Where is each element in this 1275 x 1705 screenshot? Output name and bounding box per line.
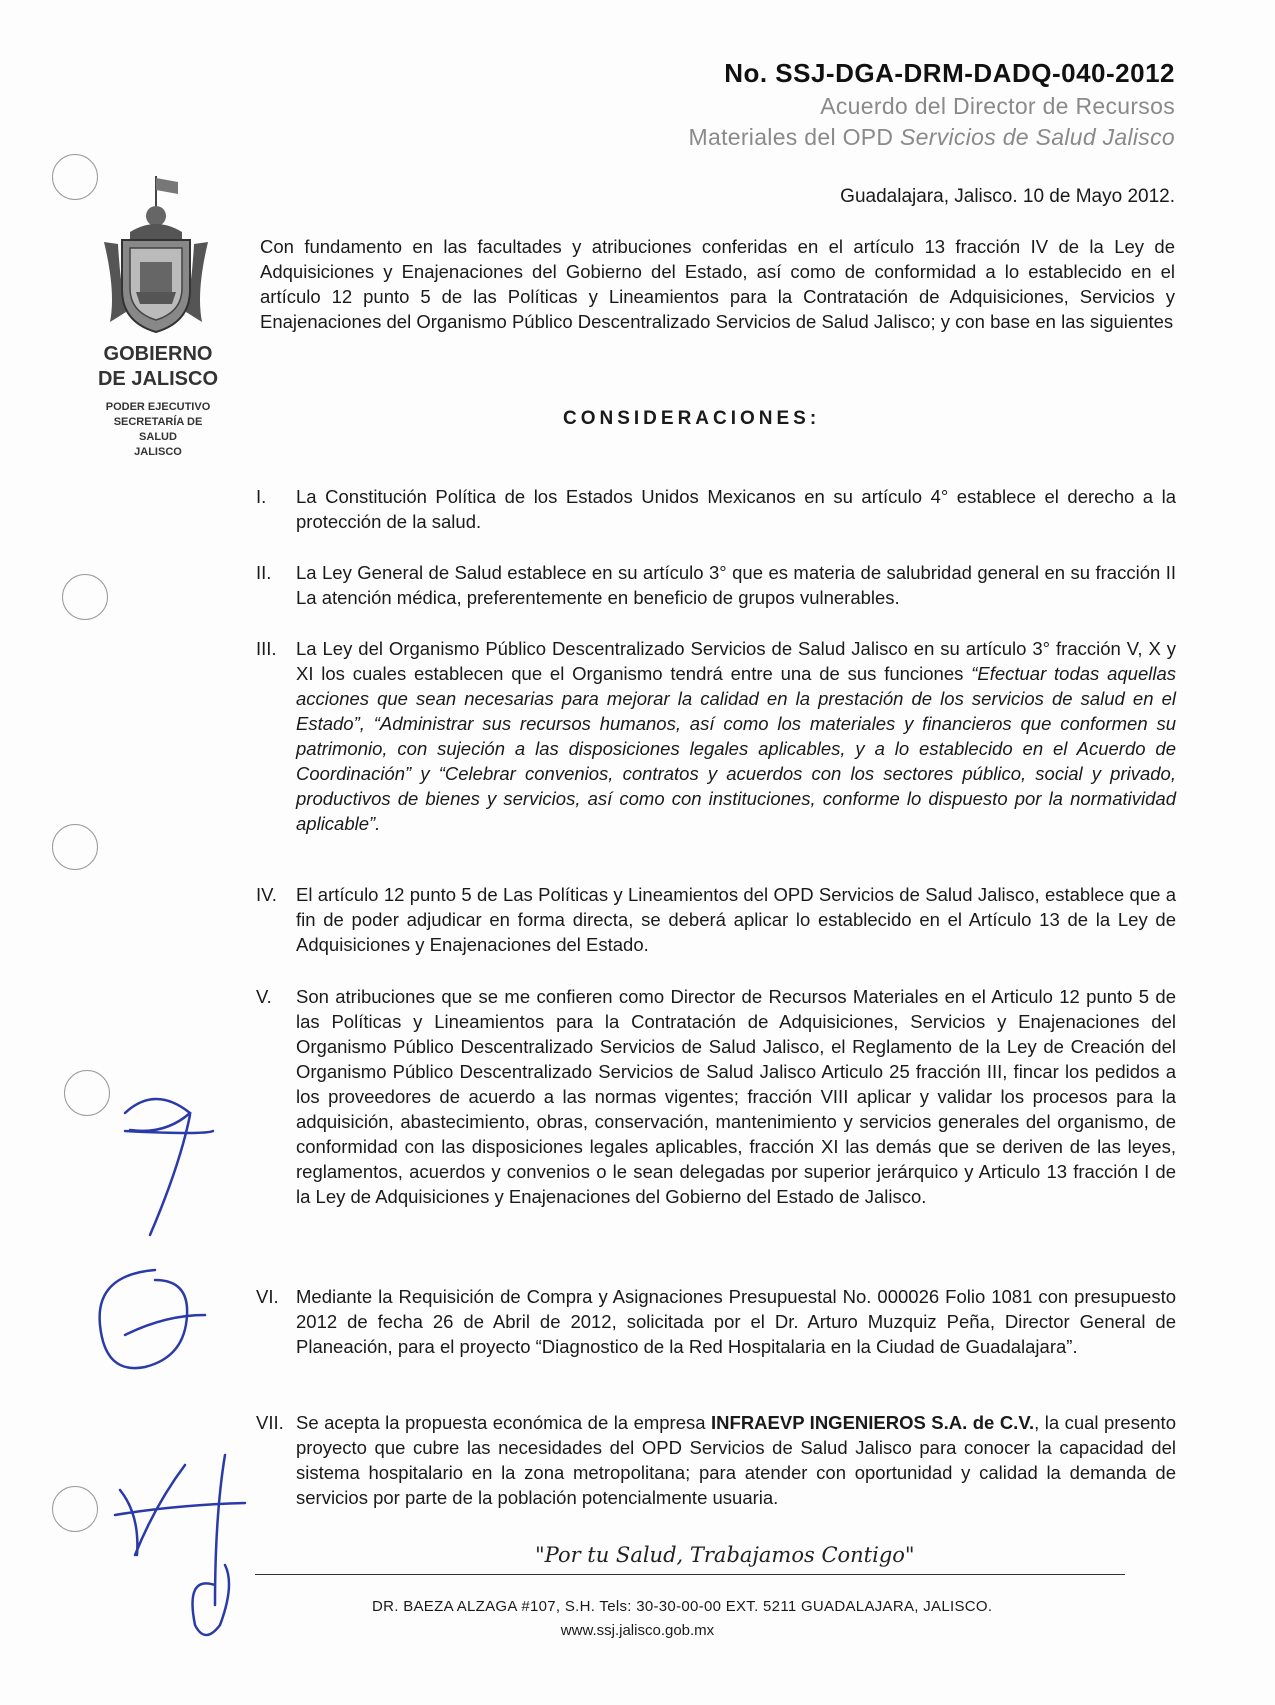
gov-sub-line4: JALISCO: [134, 446, 182, 458]
document-subtitle-line1: Acuerdo del Director de Recursos: [820, 93, 1175, 119]
subtitle-italic: Servicios de Salud Jalisco: [900, 124, 1175, 150]
consideration-item: [256, 984, 1176, 1209]
item-text-post: , la cual presento proyecto que cubre las necesidades del OPD Servicios de Salud Jalisco para conocer la capacidad del sistema hospitalario en la zona metropolitana; para atender con oportunidad y calidad la demanda de servicios por parte de la población potencialmente usuaria.: [296, 1412, 1176, 1508]
item-text: La Constitución Política de los Estados Unidos Mexicanos en su artículo 4° establece el derecho a la protección de la salud.: [296, 486, 1176, 532]
gov-sub-line1: PODER EJECUTIVO: [105, 401, 211, 413]
punch-hole-icon: [52, 824, 98, 870]
item-number: I.: [256, 486, 267, 507]
gov-line1: GOBIERNO: [103, 343, 213, 365]
company-name: INFRAEVP INGENIEROS S.A. de C.V.: [711, 1412, 1035, 1433]
item-number: VII.: [256, 1412, 284, 1433]
item-text-quote: “Efectuar todas aquellas acciones que sean necesarias para mejorar la calidad en la prestación de los servicios de salud en el Estado”, “Administrar sus recursos humanos, así como los materiales y financieros que conformen su patrimonio, con sujeción a las disposiciones legales aplicables, y a lo establecido en el Acuerdo de Coordinación” y “Celebrar convenios, contratos y acuerdos con los sectores público, social y privado, productivos de bienes y servicios, así como con instituciones, conforme lo dispuesto por la normatividad aplicable”.: [296, 663, 1176, 834]
document-number: No. SSJ-DGA-DRM-DADQ-040-2012: [724, 58, 1175, 88]
intro-paragraph: Con fundamento en las facultades y atribuciones conferidas en el artículo 13 fracción IV de la Ley de Adquisiciones y Enajenaciones del Gobierno del Estado, así como de conformidad a lo establecido en el artículo 12 punto 5 de las Políticas y Lineamientos para la Contratación de Adquisiciones, Servicios y Enajenaciones del Organismo Público Descentralizado Servicios de Salud Jalisco; y con base en las siguientes: [260, 236, 1175, 332]
consideration-item: [256, 560, 1176, 610]
item-text: [296, 1410, 1176, 1510]
footer-website: www.ssj.jalisco.gob.mx: [560, 1622, 715, 1639]
item-text-plain: La Ley del Organismo Público Descentralizado Servicios de Salud Jalisco en su artículo 3° fracción V, X y XI los cuales establecen que el Organismo tendrá entre una de sus funciones: [296, 638, 1176, 684]
consideration-item: [256, 1410, 1176, 1510]
item-text: Son atribuciones que se me confieren como Director de Recursos Materiales en el Articulo 12 punto 5 de las Políticas y Lineamientos para la Contratación de Adquisiciones, Servicios y Enajenaciones del Organismo Público Descentralizado Servicios de Salud Jalisco, el Reglamento de la Ley de Creación del Organismo Público Descentralizado Servicios de Salud Jalisco Articulo 25 fracción III, fincar los pedidos a los proveedores de acuerdo a las normas vigentes; fracción VIII aplicar y validar los procesos para la adquisición, abastecimiento, obras, conservación, mantenimiento y servicios generales del organismo, de conformidad con las disposiciones legales aplicables, fracción XI las demás que se deriven de las leyes, reglamentos, acuerdos y convenios o le sean delegadas por superior jerárquico y Articulo 13 fracción I de la Ley de Adquisiciones y Enajenaciones del Gobierno del Estado de Jalisco.: [296, 986, 1176, 1207]
punch-hole-icon: [62, 574, 108, 620]
item-number: III.: [256, 638, 277, 659]
item-number: V.: [256, 986, 272, 1007]
consideration-item: [256, 484, 1176, 534]
footer-address: DR. BAEZA ALZAGA #107, S.H. Tels: 30-30-00-00 EXT. 5211 GUADALAJARA, JALISCO.: [372, 1598, 993, 1615]
gov-name: [88, 342, 228, 392]
consideration-item: [256, 882, 1176, 957]
gov-sub-line2: SECRETARÍA DE: [113, 416, 203, 428]
item-text: [296, 636, 1176, 836]
subtitle-plain: Materiales del OPD: [688, 124, 901, 150]
jalisco-coat-of-arms-icon: [96, 172, 216, 340]
item-number: VI.: [256, 1286, 279, 1307]
item-text: El artículo 12 punto 5 de Las Políticas y Lineamientos del OPD Servicios de Salud Jalisco, establece que a fin de poder adjudicar en forma directa, se deberá aplicar lo establecido en el Artículo 13 de la Ley de Adquisiciones y Enajenaciones del Estado.: [296, 884, 1176, 955]
handwritten-signature-icon: [95, 1085, 255, 1645]
gov-dependency: [80, 400, 236, 460]
item-number: IV.: [256, 884, 277, 905]
slogan: "Por tu Salud, Trabajamos Contigo": [535, 1543, 915, 1567]
punch-hole-icon: [52, 154, 98, 200]
considerations-title: CONSIDERACIONES:: [563, 408, 821, 429]
footer-divider: [255, 1574, 1125, 1575]
gov-line2: DE JALISCO: [97, 368, 219, 390]
punch-hole-icon: [52, 1486, 98, 1532]
item-number: II.: [256, 562, 272, 583]
item-text: Mediante la Requisición de Compra y Asignaciones Presupuestal No. 000026 Folio 1081 con presupuesto 2012 de fecha 26 de Abril de 2012, solicitada por el Dr. Arturo Muzquiz Peña, Director General de Planeación, para el proyecto “Diagnostico de la Red Hospitalaria en la Ciudad de Guadalajara”.: [296, 1286, 1176, 1357]
document-subtitle-line2: [689, 124, 1175, 151]
item-text-pre: Se acepta la propuesta económica de la empresa: [296, 1412, 712, 1433]
consideration-item: [256, 1284, 1176, 1359]
place-date: Guadalajara, Jalisco. 10 de Mayo 2012.: [840, 186, 1175, 207]
consideration-item: [256, 636, 1176, 836]
gov-sub-line3: SALUD: [139, 431, 177, 443]
item-text: La Ley General de Salud establece en su artículo 3° que es materia de salubridad general en su fracción II La atención médica, preferentemente en beneficio de grupos vulnerables.: [296, 562, 1176, 608]
